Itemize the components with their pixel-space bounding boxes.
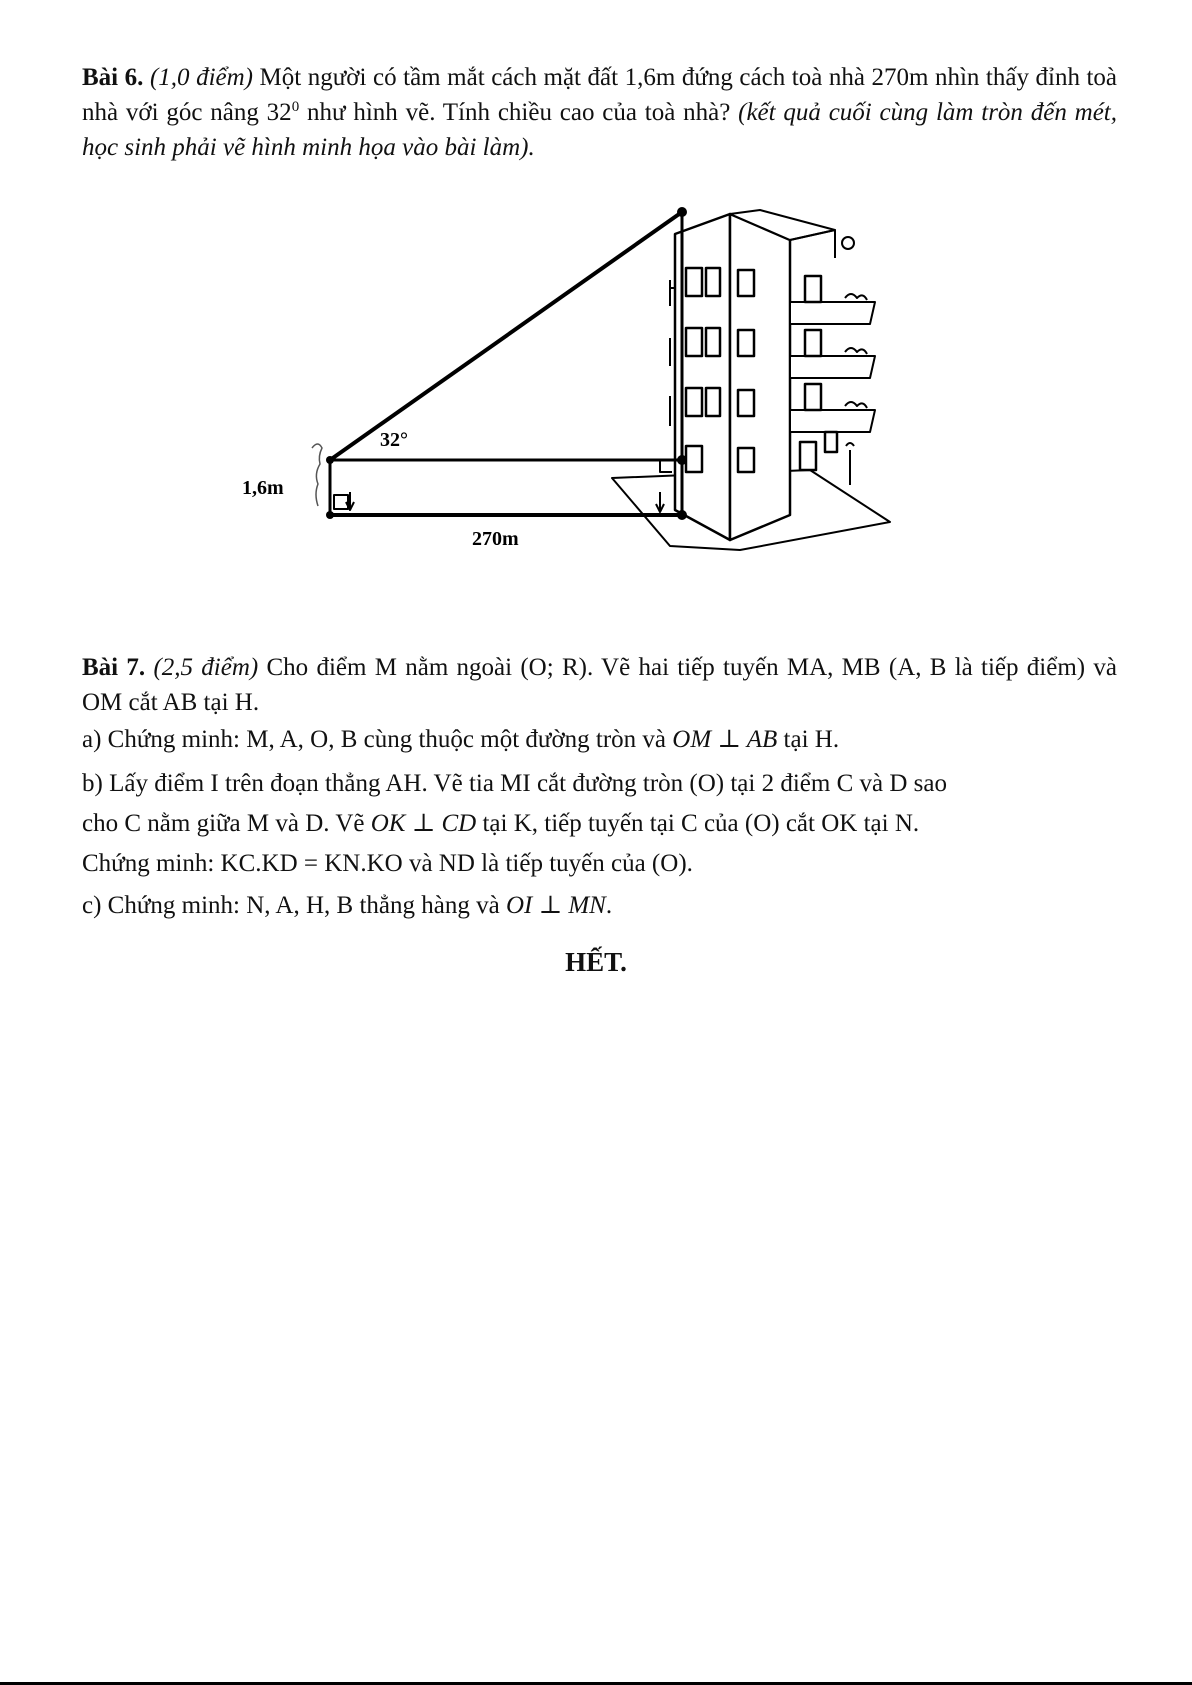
problem-6-text-b: như hình vẽ. Tính chiều cao của toà nhà? — [299, 99, 739, 126]
part-b-line-3-text: Chứng minh: KC.KD = KN.KO và ND là tiếp tuyến của (O). — [82, 850, 693, 877]
problem-7-intro-text: Cho điểm M nằm ngoài (O; R). Vẽ hai tiếp tuyến MA, MB (A, B là tiếp điểm) và OM cắt AB tại H. — [82, 654, 1117, 716]
eye-height-label: 1,6m — [242, 477, 284, 499]
part-b-line-1-text: b) Lấy điểm I trên đoạn thẳng AH. Vẽ tia MI cắt đường tròn (O) tại 2 điểm C và D sao — [82, 770, 947, 797]
part-a-text: a) Chứng minh: M, A, O, B cùng thuộc một đường tròn và — [82, 726, 673, 753]
problem-6-note: (kết quả cuối cùng làm tròn đến mét, học sinh phải vẽ hình minh họa vào bài làm). — [82, 99, 1117, 161]
person-figure — [312, 444, 322, 506]
part-c-end: . — [605, 892, 613, 919]
part-c-math: OI ⊥ MN — [505, 892, 606, 919]
problem-7-intro — [82, 650, 1117, 720]
problem-6-text-a: Một người có tầm mắt cách mặt đất 1,6m đứng cách toà nhà 270m nhìn thấy đỉnh toà nhà với góc nâng 32 — [82, 64, 1118, 126]
problem-6-points: (1,0 điểm) — [149, 64, 254, 91]
problem-7-points: (2,5 điểm) — [153, 654, 259, 681]
problem-7-part-b-line-1 — [82, 766, 947, 801]
end-marker: HẾT. — [565, 947, 627, 977]
degree-superscript: 0 — [291, 99, 300, 115]
problem-7-title: Bài 7. — [82, 654, 146, 681]
building-elevation-figure — [242, 210, 920, 590]
problem-7-part-b-line-2 — [82, 806, 919, 841]
line-of-sight — [330, 212, 682, 460]
part-b-math: OK ⊥ CD — [370, 810, 477, 837]
building-side-face — [730, 214, 790, 540]
part-b-line-2-text-a: cho C nằm giữa M và D. Vẽ — [82, 810, 371, 837]
problem-7-part-c — [82, 888, 612, 923]
part-c-text: c) Chứng minh: N, A, H, B thẳng hàng và — [82, 892, 506, 919]
problem-6-title: Bài 6. — [82, 64, 144, 91]
problem-7-part-b-line-3 — [82, 846, 693, 881]
problem-6 — [82, 60, 1117, 165]
part-a-end: tại H. — [777, 726, 840, 753]
problem-7-part-a — [82, 722, 839, 757]
right-angle-mark — [334, 495, 348, 509]
part-b-line-2-text-b: tại K, tiếp tuyến tại C của (O) cắt OK tại N. — [476, 810, 920, 837]
distance-label: 270m — [472, 528, 519, 550]
part-a-math: OM ⊥ AB — [672, 726, 778, 753]
angle-label: 32° — [380, 429, 408, 451]
